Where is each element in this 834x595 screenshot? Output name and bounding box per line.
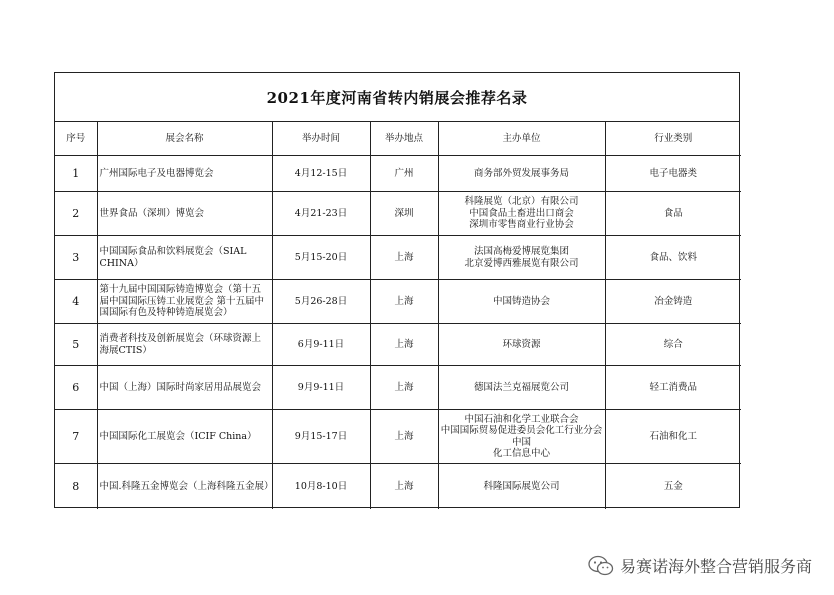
header-no: 序号	[55, 122, 97, 156]
header-name: 展会名称	[97, 122, 272, 156]
fair-organizer	[438, 410, 669, 464]
table-row	[55, 366, 741, 410]
row-number: 5	[55, 324, 97, 366]
table-row	[55, 192, 741, 236]
fair-organizer	[438, 192, 605, 236]
organizer-line: 德国法兰克福展览公司	[473, 381, 569, 393]
fair-name: 中国国际食品和饮料展览会（SIAL CHINA）	[97, 236, 272, 280]
fair-name: 广州国际电子及电器博览会	[97, 156, 272, 192]
organizer-line: 深圳市零售商业行业协会	[469, 219, 574, 231]
watermark	[588, 554, 812, 577]
table-row	[55, 324, 741, 366]
fair-organizer	[438, 366, 605, 410]
fair-place: 上海	[370, 366, 438, 410]
fair-name: 世界食品（深圳）博览会	[97, 192, 272, 236]
table-row	[55, 280, 741, 324]
fair-time: 4月12-15日	[272, 156, 370, 192]
organizer-line: 商务部外贸发展事务局	[473, 167, 569, 179]
fair-category: 冶金铸造	[605, 280, 741, 324]
row-number: 2	[55, 192, 97, 236]
wechat-icon	[588, 555, 614, 577]
fair-place: 上海	[370, 464, 438, 509]
fair-time: 5月15-20日	[272, 236, 370, 280]
header-row	[55, 122, 741, 156]
organizer-line: 环球资源	[502, 338, 541, 350]
organizer-line: 法国高梅爱博展览集团	[473, 246, 569, 258]
row-number: 8	[55, 464, 97, 509]
fair-name: 消费者科技及创新展览会（环球资源上海展CTIS）	[97, 324, 272, 366]
fair-organizer	[438, 324, 605, 366]
fair-place: 上海	[370, 410, 438, 464]
table-row	[55, 464, 741, 509]
table-row	[55, 156, 741, 192]
organizer-line: 中国国际贸易促进委员会化工行业分会 中国	[440, 425, 669, 448]
organizer-line: 北京爱博西雅展览有限公司	[464, 257, 579, 269]
fair-category: 轻工消费品	[605, 366, 741, 410]
document-title: 2021年度河南省转内销展会推荐名录	[55, 73, 739, 122]
fair-name: 中国.科隆五金博览会（上海科隆五金展）	[97, 464, 272, 509]
fair-name: 第十九届中国国际铸造博览会（第十五届中国国际压铸工业展览会 第十五届中国国际有色及特种铸造展览会）	[97, 280, 272, 324]
header-organizer: 主办单位	[438, 122, 605, 156]
fair-place: 上海	[370, 324, 438, 366]
organizer-line: 化工信息中心	[492, 447, 550, 459]
fair-time: 4月21-23日	[272, 192, 370, 236]
fair-time: 6月9-11日	[272, 324, 370, 366]
fair-organizer	[438, 156, 605, 192]
fair-category: 综合	[605, 324, 741, 366]
fair-time: 10月8-10日	[272, 464, 370, 509]
fair-place: 深圳	[370, 192, 438, 236]
fair-category: 食品	[605, 192, 741, 236]
fair-category: 石油和化工	[605, 410, 741, 464]
header-category: 行业类别	[605, 122, 741, 156]
fair-place: 上海	[370, 280, 438, 324]
fair-time: 9月15-17日	[272, 410, 370, 464]
table-row	[55, 236, 741, 280]
fair-category: 食品、饮料	[605, 236, 741, 280]
fair-place: 广州	[370, 156, 438, 192]
organizer-line: 科隆国际展览公司	[483, 480, 560, 492]
fair-category: 五金	[605, 464, 741, 509]
fair-organizer	[438, 280, 605, 324]
row-number: 1	[55, 156, 97, 192]
organizer-line: 中国石油和化学工业联合会	[464, 413, 579, 425]
fair-name: 中国国际化工展览会（ICIF China）	[97, 410, 272, 464]
fair-category: 电子电器类	[605, 156, 741, 192]
fair-organizer	[438, 236, 605, 280]
fair-table	[55, 122, 741, 509]
fair-name: 中国（上海）国际时尚家居用品展览会	[97, 366, 272, 410]
fair-organizer	[438, 464, 605, 509]
table-row	[55, 410, 741, 464]
organizer-line: 科隆展览（北京）有限公司	[464, 196, 579, 208]
watermark-text: 易赛诺海外整合营销服务商	[619, 557, 812, 576]
fair-time: 5月26-28日	[272, 280, 370, 324]
organizer-line: 中国食品土畜进出口商会	[469, 207, 574, 219]
row-number: 7	[55, 410, 97, 464]
fair-time: 9月9-11日	[272, 366, 370, 410]
header-place: 举办地点	[370, 122, 438, 156]
row-number: 3	[55, 236, 97, 280]
row-number: 4	[55, 280, 97, 324]
organizer-line: 中国铸造协会	[492, 295, 550, 307]
fair-list-sheet	[54, 72, 740, 508]
header-time: 举办时间	[272, 122, 370, 156]
fair-place: 上海	[370, 236, 438, 280]
row-number: 6	[55, 366, 97, 410]
